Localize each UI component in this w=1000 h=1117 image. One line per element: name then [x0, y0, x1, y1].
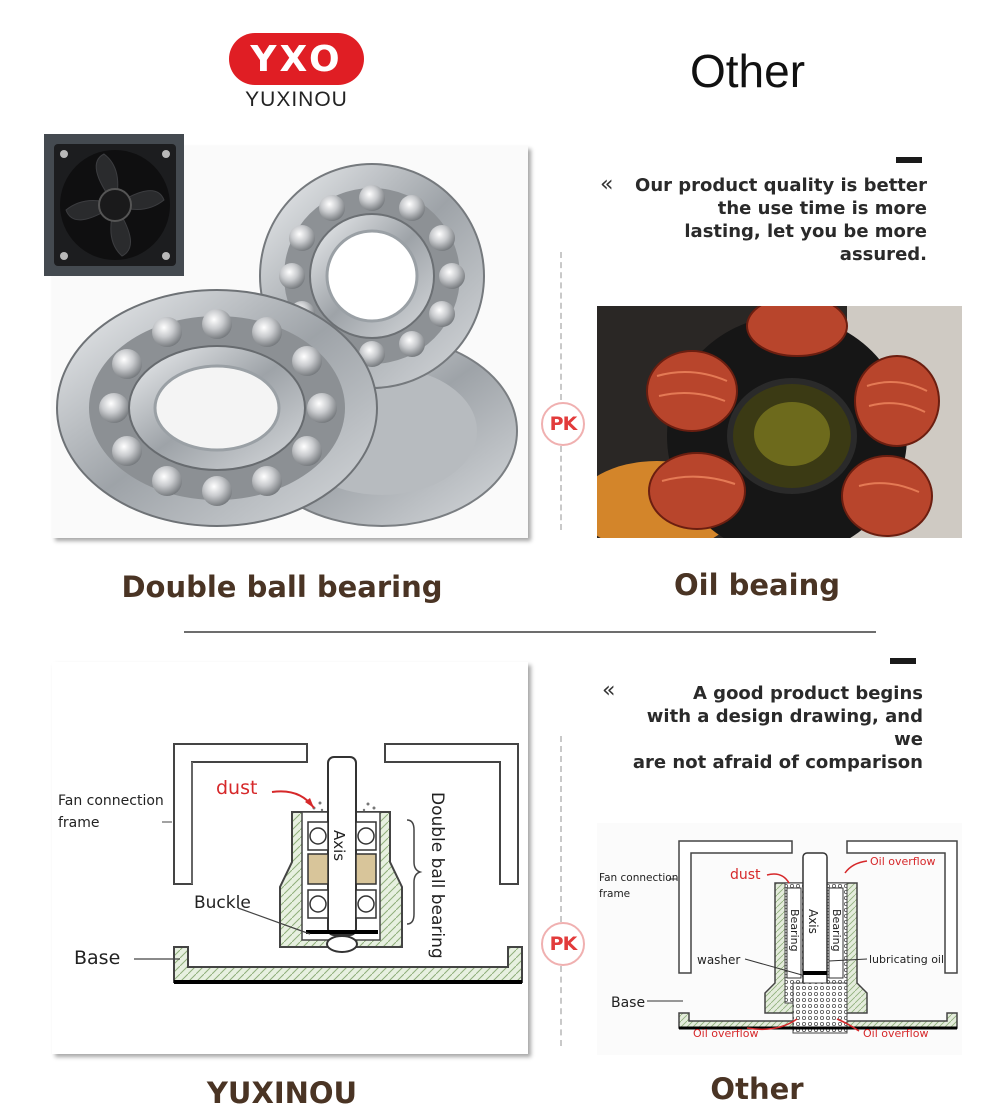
label-axis: Axis — [806, 909, 820, 934]
other-caption: Other — [710, 1072, 804, 1106]
fan-photo — [44, 134, 184, 276]
label-dust: dust — [730, 867, 761, 883]
yuxinou-caption: YUXINOU — [206, 1076, 358, 1110]
quality-quote: Our product quality is better the use time is more lasting, let you be more assured. — [635, 175, 927, 265]
label-fan-frame-line2: frame — [58, 815, 100, 831]
pk-badge: PK — [541, 922, 585, 966]
other-bearing-diagram — [597, 823, 962, 1055]
label-oil-overflow-right: Oil overflow — [863, 1027, 929, 1040]
other-title: Other — [690, 45, 806, 97]
label-buckle: Buckle — [194, 893, 251, 913]
label-oil-overflow-top: Oil overflow — [870, 855, 936, 868]
pk-badge: PK — [541, 402, 585, 446]
divider-dash — [560, 252, 562, 400]
divider-dash — [560, 736, 562, 922]
label-oil-overflow-left: Oil overflow — [693, 1027, 759, 1040]
double-chevron-left-icon: « — [600, 172, 614, 197]
label-double-ball-bearing: Double ball bearing — [427, 792, 447, 959]
label-washer: washer — [697, 953, 741, 967]
yuxinou-bearing-diagram — [52, 662, 528, 1054]
right-caption: Oil beaing — [674, 568, 840, 602]
section-divider — [184, 631, 876, 633]
label-axis: Axis — [330, 830, 348, 862]
oil-bearing-coil-photo — [597, 306, 962, 538]
left-caption: Double ball bearing — [121, 570, 443, 604]
brand-logo — [229, 33, 364, 85]
label-base: Base — [74, 947, 121, 969]
logo-mark: YXO — [250, 38, 343, 80]
logo-wordmark: YUXINOU — [245, 88, 348, 111]
divider-dash — [560, 966, 562, 1046]
divider-dash — [560, 446, 562, 530]
design-quote: A good product begins with a design drawing, and we are not afraid of comparison — [632, 683, 923, 773]
label-bearing-left: Bearing — [788, 909, 801, 952]
double-chevron-left-icon: « — [602, 678, 616, 703]
label-base: Base — [611, 995, 646, 1011]
label-fan-frame-line1: Fan connection — [599, 872, 679, 884]
label-bearing-right: Bearing — [830, 909, 843, 952]
accent-bar — [896, 157, 922, 163]
label-dust: dust — [216, 777, 258, 799]
label-fan-frame-line2: frame — [599, 888, 631, 900]
label-fan-frame-line1: Fan connection — [58, 793, 164, 809]
label-lubricating-oil: lubricating oil — [869, 953, 945, 966]
accent-bar — [890, 658, 916, 664]
